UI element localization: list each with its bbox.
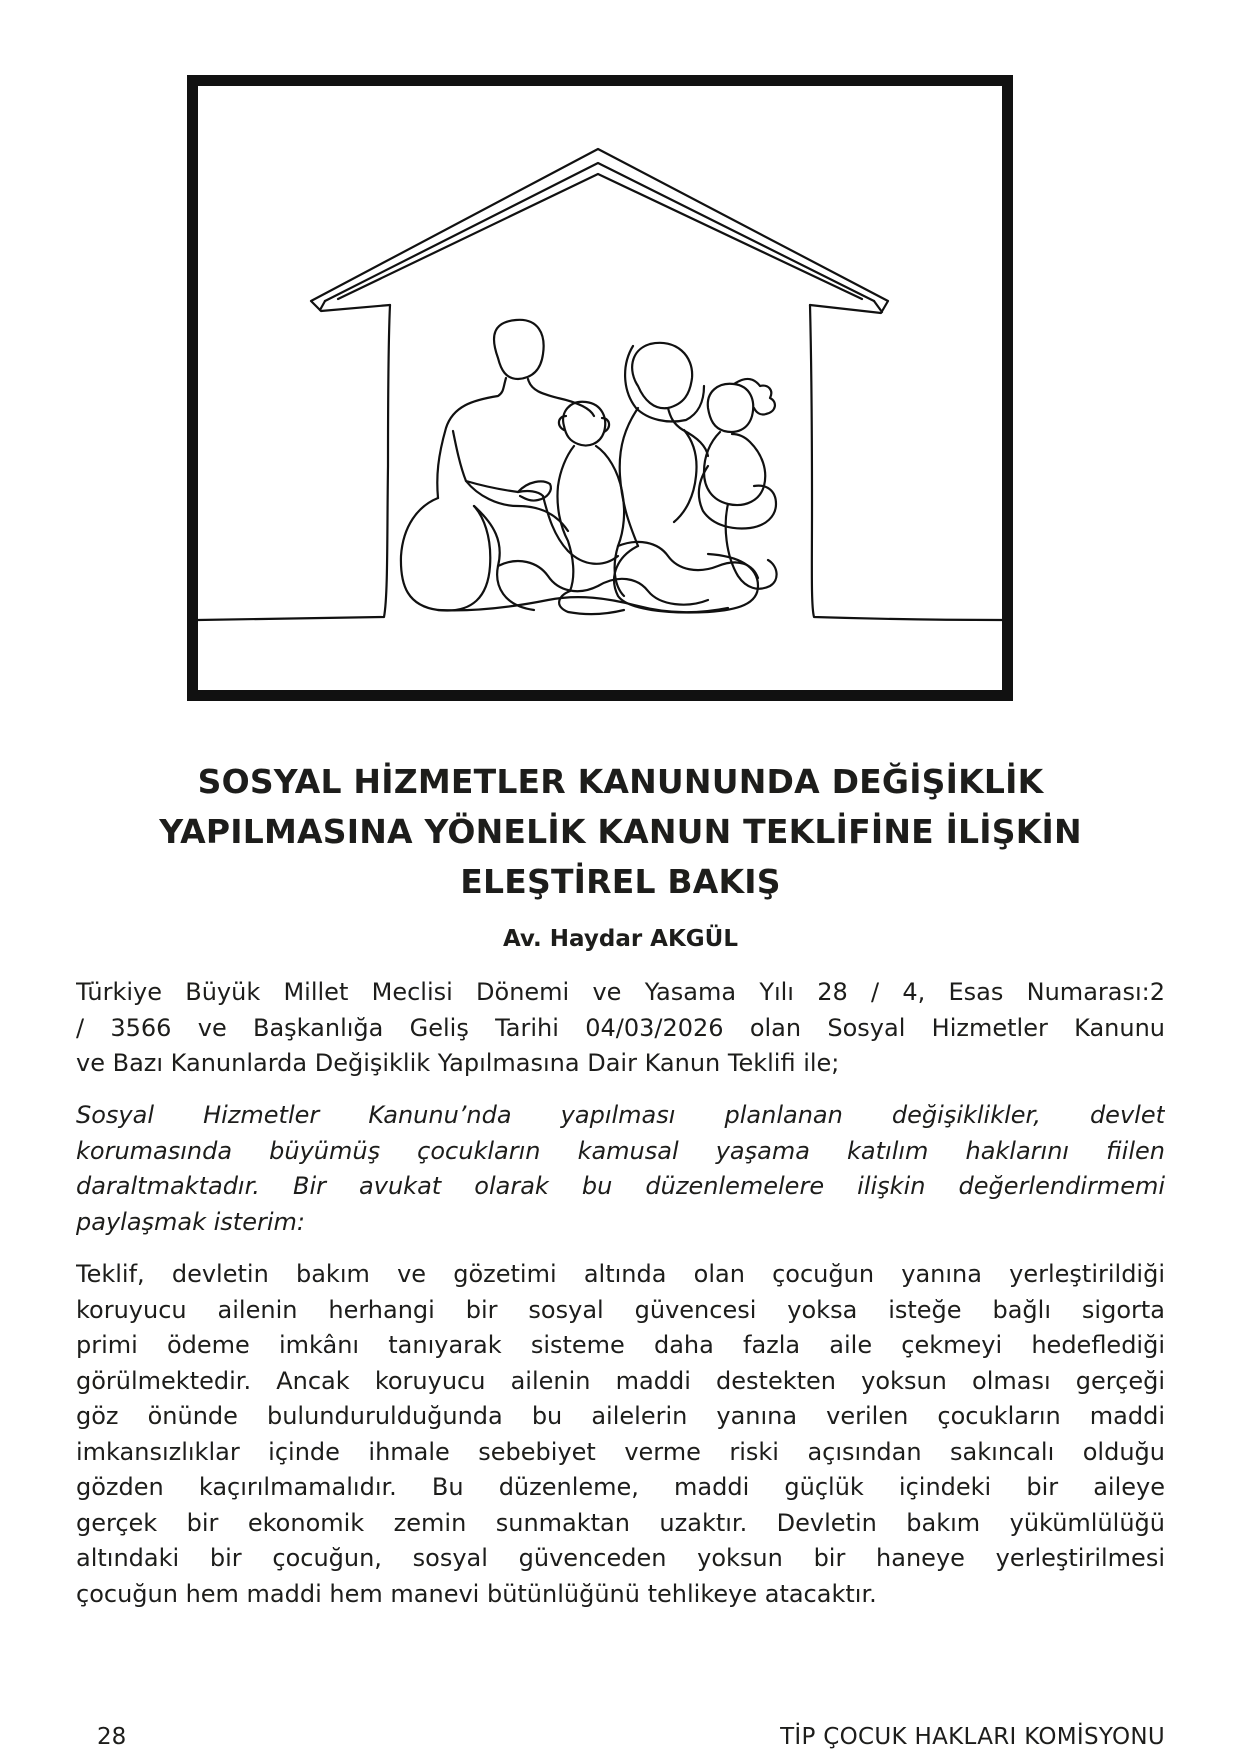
title-line: ELEŞTİREL BAKIŞ <box>460 862 781 901</box>
paragraph-line: Teklif, devletin bakım ve gözetimi altında olan çocuğun yanına yerleştirildiği <box>76 1260 1165 1288</box>
paragraph-line: Türkiye Büyük Millet Meclisi Dönemi ve Yasama Yılı 28 / 4, Esas Numarası:2 <box>76 978 1165 1006</box>
paragraph-line: imkansızlıklar içinde ihmale sebebiyet verme riski açısından sakıncalı olduğu <box>76 1437 1165 1466</box>
page-number: 28 <box>97 1724 127 1750</box>
paragraph-line: Sosyal Hizmetler Kanunu’nda yapılması planlanan değişiklikler, devlet <box>76 1101 1165 1129</box>
title-line: SOSYAL HİZMETLER KANUNUNDA DEĞİŞİKLİK <box>197 762 1044 801</box>
paragraph-line: göz önünde bulundurulduğunda bu ailelerin yanına verilen çocukların maddi <box>76 1402 1165 1430</box>
body-paragraph <box>76 1257 1165 1612</box>
illustration-frame <box>187 75 1013 701</box>
article-title <box>60 757 1181 907</box>
paragraph-line: / 3566 ve Başkanlığa Geliş Tarihi 04/03/2026 olan Sosyal Hizmetler Kanunu <box>76 1013 1165 1042</box>
italic-paragraph <box>76 1098 1165 1240</box>
paragraph-line: daraltmaktadır. Bir avukat olarak bu düzenlemelere ilişkin değerlendirmemi <box>76 1172 1165 1200</box>
paragraph-line: altındaki bir çocuğun, sosyal güvenceden yoksun bir haneye yerleştirilmesi <box>76 1544 1165 1572</box>
paragraph-line: paylaşmak isterim: <box>76 1207 305 1236</box>
paragraph-line: ve Bazı Kanunlarda Değişiklik Yapılmasına Dair Kanun Teklifi ile; <box>76 1049 840 1077</box>
paragraph-line: çocuğun hem maddi hem manevi bütünlüğünü tehlikeye atacaktır. <box>76 1579 877 1608</box>
paragraph-line: primi ödeme imkânı tanıyarak sisteme daha fazla aile çekmeyi hedeflediği <box>76 1331 1165 1359</box>
paragraph-line: görülmektedir. Ancak koruyucu ailenin maddi destekten yoksun olması gerçeği <box>76 1366 1165 1395</box>
paragraph-line: koruyucu ailenin herhangi bir sosyal güvencesi yoksa isteğe bağlı sigorta <box>76 1295 1165 1324</box>
paragraph-line: korumasında büyümüş çocukların kamusal yaşama katılım haklarını fiilen <box>76 1136 1165 1165</box>
family-house-line-art <box>198 86 1002 690</box>
title-line: YAPILMASINA YÖNELİK KANUN TEKLİFİNE İLİŞKİN <box>159 812 1082 851</box>
paragraph-line: gerçek bir ekonomik zemin sunmaktan uzaktır. Devletin bakım yükümlülüğü <box>76 1508 1165 1537</box>
intro-paragraph <box>76 975 1165 1082</box>
footer-organization: TİP ÇOCUK HAKLARI KOMİSYONU <box>780 1724 1165 1750</box>
paragraph-line: gözden kaçırılmamalıdır. Bu düzenleme, maddi güçlük içindeki bir aileye <box>76 1473 1165 1501</box>
author-name: Av. Haydar AKGÜL <box>502 926 739 952</box>
